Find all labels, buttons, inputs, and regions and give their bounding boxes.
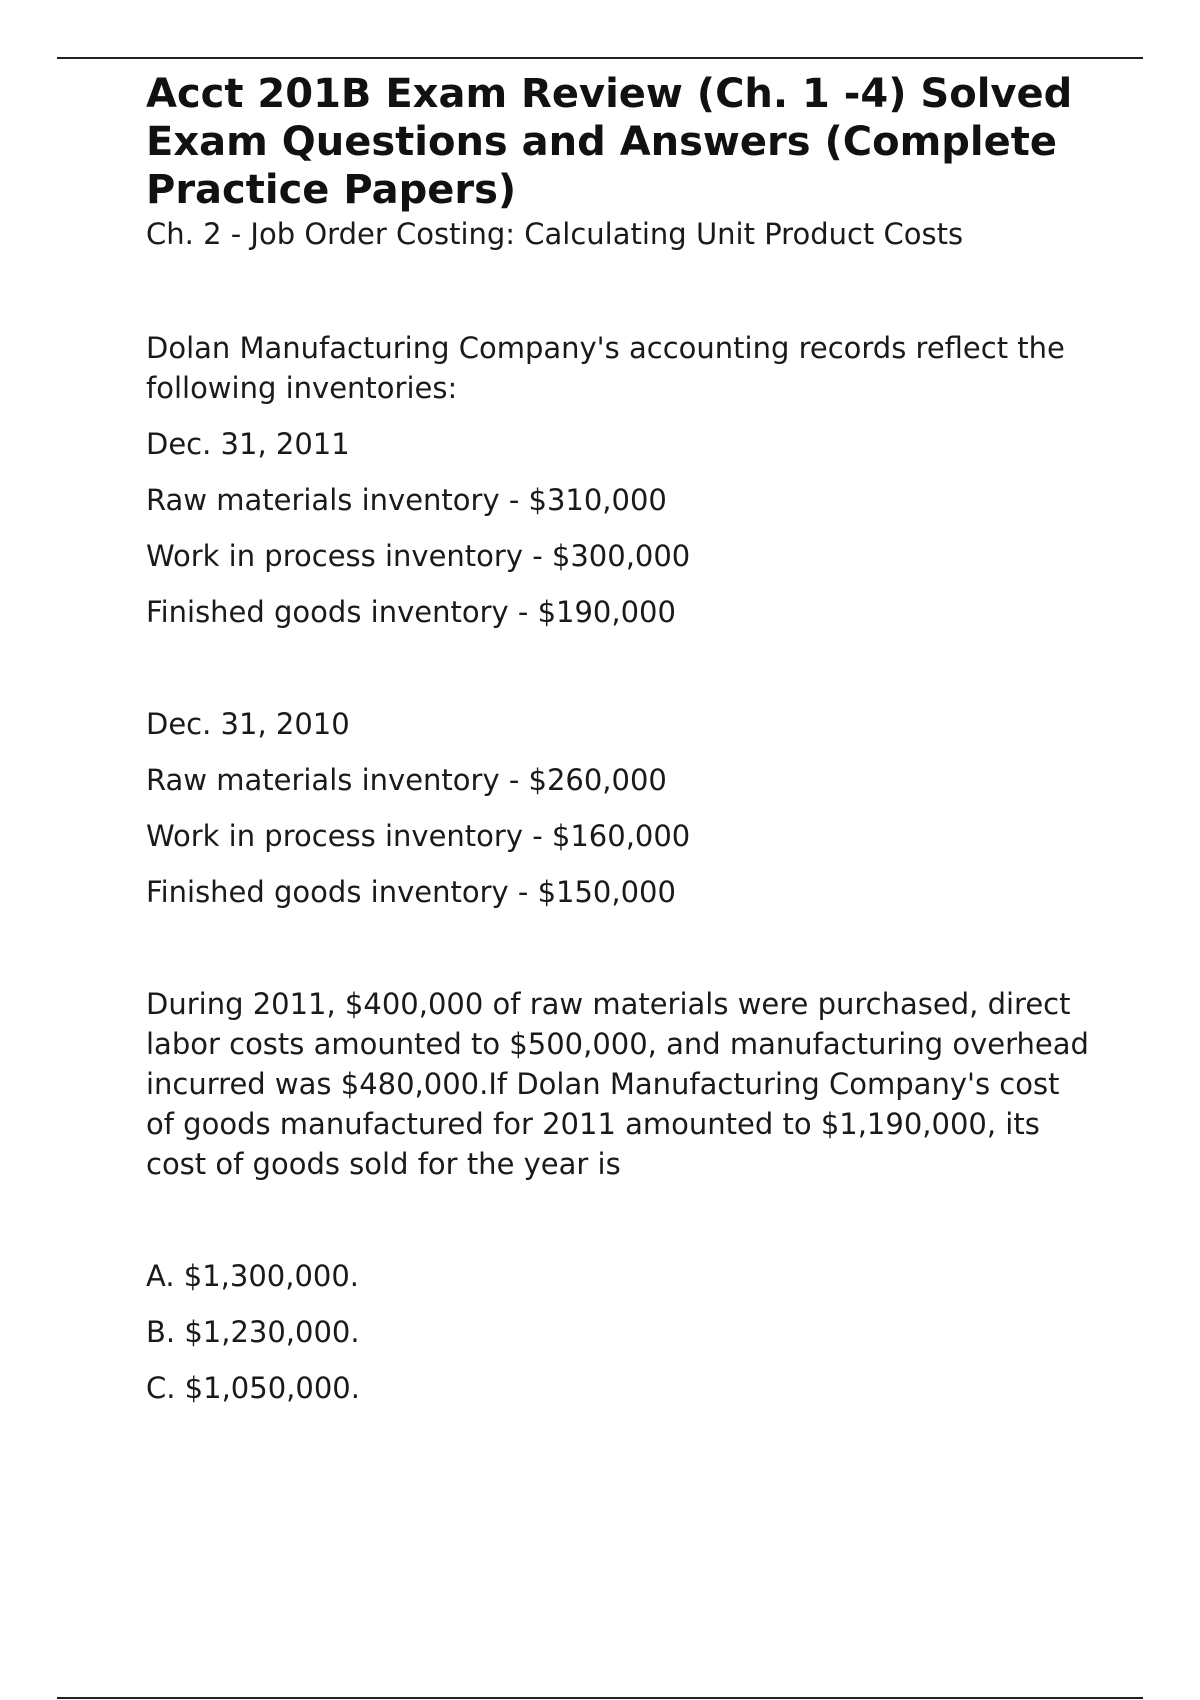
raw-materials-2011: Raw materials inventory - $310,000: [146, 483, 667, 517]
intro-paragraph: Dolan Manufacturing Company's accounting records reflect the following inventories:: [146, 331, 1065, 405]
question-paragraph: During 2011, $400,000 of raw materials were purchased, direct labor costs amounted to $500,000, and manufacturing overhead incurred was $480,000.If Dolan Manufacturing Company's cost of goods manufactured for 2011 amounted to $1,190,000, its cost of goods sold for the year is: [146, 987, 1089, 1181]
inventory-date-2010: Dec. 31, 2010: [146, 707, 350, 741]
inventories-2011: [146, 424, 1096, 632]
option-b: B. $1,230,000.: [146, 1315, 360, 1349]
inventories-2010: [146, 704, 1096, 912]
finished-goods-2011: Finished goods inventory - $190,000: [146, 595, 676, 629]
raw-materials-2010: Raw materials inventory - $260,000: [146, 763, 667, 797]
work-in-process-2010: Work in process inventory - $160,000: [146, 819, 691, 853]
chapter-subtitle: Ch. 2 - Job Order Costing: Calculating Unit Product Costs: [146, 217, 964, 251]
answer-options: [146, 1256, 1096, 1408]
option-c: C. $1,050,000.: [146, 1371, 360, 1405]
work-in-process-2011: Work in process inventory - $300,000: [146, 539, 691, 573]
inventory-date-2011: Dec. 31, 2011: [146, 427, 350, 461]
document-title: Acct 201B Exam Review (Ch. 1 -4) Solved Exam Questions and Answers (Complete Practice Papers): [146, 71, 1073, 213]
option-a: A. $1,300,000.: [146, 1259, 360, 1293]
finished-goods-2010: Finished goods inventory - $150,000: [146, 875, 676, 909]
top-rule: [57, 57, 1143, 59]
document-body: [146, 70, 1096, 1408]
bottom-rule: [57, 1697, 1143, 1699]
